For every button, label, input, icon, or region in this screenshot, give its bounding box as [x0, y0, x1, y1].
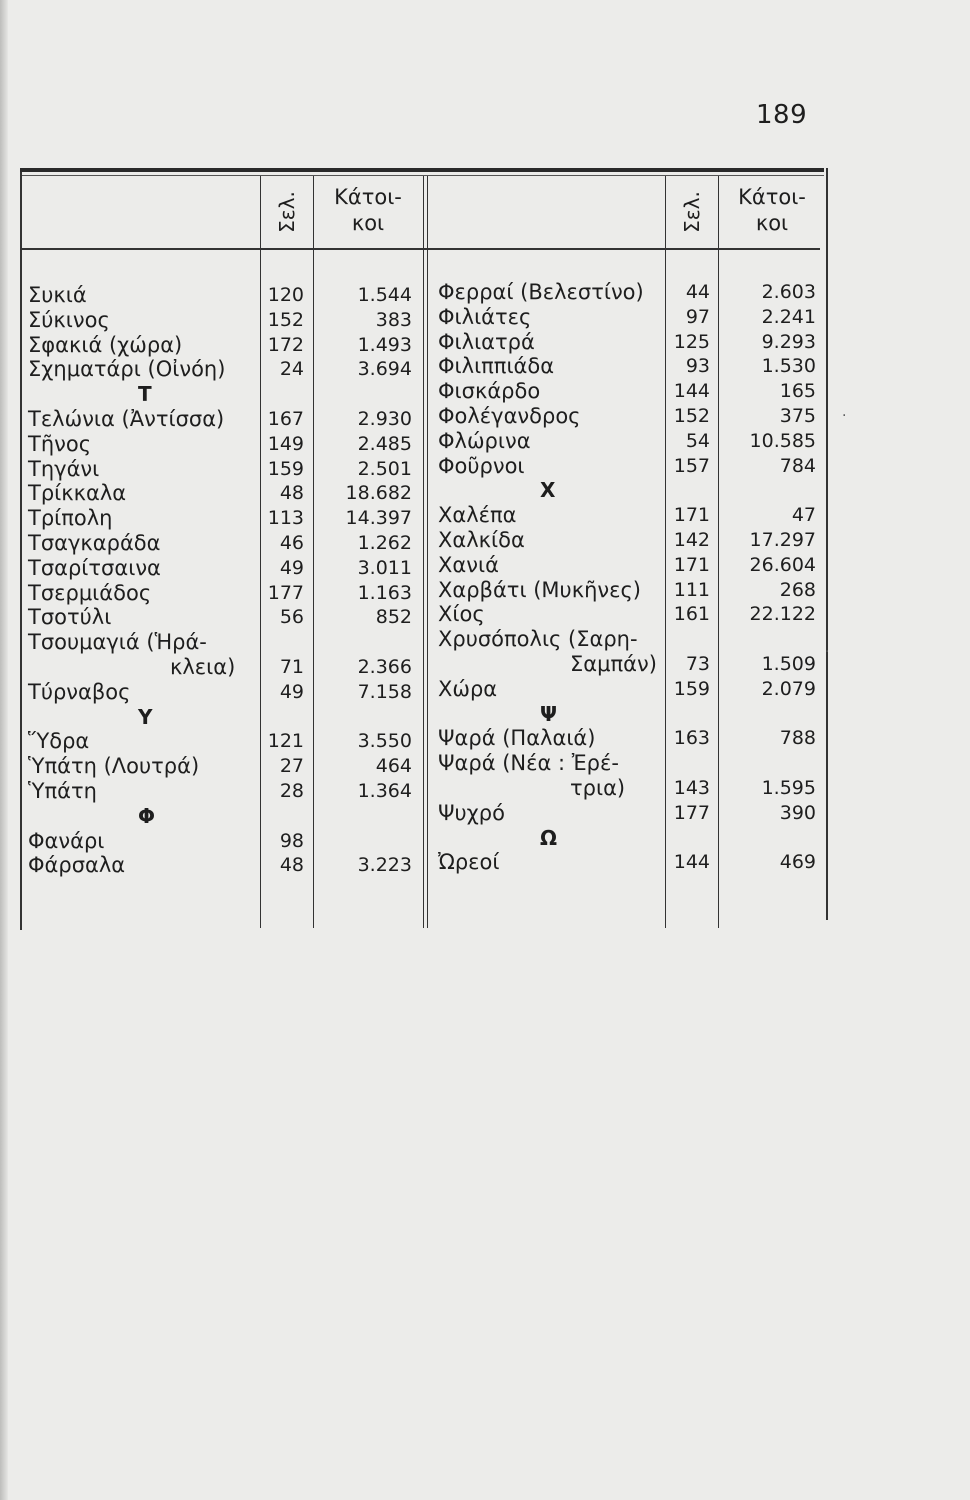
table-left-border	[20, 172, 22, 930]
right-entry-name-continuation: τρια)	[570, 776, 626, 800]
right-entry-name: Χανιά	[438, 552, 499, 577]
left-section-letter: Τ	[138, 382, 152, 407]
right-entry-page: 171	[673, 553, 710, 576]
right-entry-name: Ὠρεοί	[438, 850, 500, 875]
right-entry-page: 163	[673, 727, 710, 750]
left-entry-name: Τρίκκαλα	[28, 481, 127, 506]
right-entry-page: 125	[673, 330, 710, 353]
right-entry-name: Χαρβάτι (Μυκῆνες)	[438, 577, 641, 602]
speck-mark: ·	[825, 644, 830, 660]
right-entry-population: 268	[779, 578, 816, 601]
right-section-letter: Ω	[540, 825, 558, 850]
left-entry-name: Ὑπάτη (Λουτρά)	[28, 754, 200, 779]
left-entry-population: 3.694	[357, 358, 412, 381]
speck-mark: ·	[842, 408, 847, 424]
left-entry-page: 167	[267, 408, 304, 430]
left-entry-population: 3.223	[357, 854, 412, 877]
right-entry-population: 1.509	[761, 653, 816, 675]
right-entry-page: 159	[673, 677, 710, 700]
left-entry-page: 27	[279, 755, 304, 778]
left-entry-name: Τσαρίτσαινα	[28, 555, 161, 580]
right-page-column-header: Σελ.	[680, 191, 704, 233]
right-entry-population: 1.530	[761, 355, 816, 378]
center-divider-a	[423, 176, 424, 928]
left-entry-page: 48	[279, 854, 304, 877]
right-entry-population: 22.122	[749, 603, 816, 626]
right-entry-page: 144	[673, 851, 710, 874]
right-entry-name: Φισκάρδο	[438, 379, 541, 404]
right-entry-page: 111	[673, 578, 710, 601]
left-entry-population: 7.158	[357, 680, 412, 703]
right-entry-population: 165	[779, 380, 816, 403]
left-entry-population: 383	[375, 308, 412, 331]
left-entry-population: 1.544	[357, 284, 412, 306]
left-entry-page: 56	[279, 606, 304, 629]
right-entry-page: 161	[673, 603, 710, 626]
right-entry-name: Ψαρά (Νέα : Ἐρέ-	[438, 751, 619, 776]
left-entry-page: 120	[267, 284, 304, 306]
left-entry-name: Ὑπάτη	[28, 779, 97, 803]
right-entry-page: 152	[673, 405, 710, 427]
right-entry-population: 26.604	[749, 553, 816, 576]
left-entry-name: Τσαγκαράδα	[28, 531, 161, 555]
right-entry-population: 375	[779, 405, 816, 427]
page-edge	[0, 0, 8, 1500]
right-entry-name: Φιλιατρά	[438, 329, 535, 354]
left-entry-population: 3.550	[357, 730, 412, 753]
right-entry-population: 9.293	[761, 330, 816, 353]
left-population-column-header: Κάτοι- κοι	[334, 185, 402, 235]
right-entry-name: Φλώρινα	[438, 428, 531, 453]
left-entry-population: 2.485	[357, 432, 412, 455]
left-entry-page: 46	[279, 532, 304, 554]
right-entry-population: 1.595	[761, 777, 816, 799]
left-entry-page: 149	[267, 432, 304, 455]
left-entry-page: 121	[267, 730, 304, 753]
right-section-letter: Χ	[540, 478, 556, 503]
left-page-pop-divider	[313, 176, 314, 928]
right-entry-page: 177	[673, 801, 710, 824]
left-entry-population: 852	[375, 606, 412, 629]
left-entry-page: 28	[279, 780, 304, 802]
left-entry-population: 2.930	[357, 408, 412, 430]
left-entry-population: 3.011	[357, 556, 412, 579]
right-name-page-divider	[665, 176, 666, 928]
left-entry-page: 48	[279, 482, 304, 505]
right-page-pop-divider	[718, 176, 719, 928]
right-entry-name: Χρυσόπολις (Σαρη-	[438, 627, 638, 652]
right-entry-page: 97	[685, 305, 710, 328]
left-entry-page: 71	[279, 656, 304, 678]
left-entry-population: 2.501	[357, 457, 412, 480]
right-entry-name: Φοῦρνοι	[438, 453, 525, 478]
left-entry-page: 113	[267, 507, 304, 530]
right-entry-name: Ψαρά (Παλαιά)	[438, 726, 596, 751]
left-entry-name: Φανάρι	[28, 828, 105, 853]
right-entry-page: 144	[673, 380, 710, 403]
right-entry-page: 44	[685, 281, 710, 303]
left-entry-page: 172	[267, 333, 304, 356]
right-entry-name: Φολέγανδρος	[438, 404, 581, 428]
left-entry-page: 152	[267, 308, 304, 331]
right-entry-page: 54	[685, 429, 710, 452]
left-entry-name: Τρίπολη	[28, 506, 113, 531]
left-entry-population: 1.262	[357, 532, 412, 554]
left-entry-name-continuation: κλεια)	[170, 655, 236, 679]
left-entry-page: 24	[279, 358, 304, 381]
right-entry-name: Χαλκίδα	[438, 528, 525, 552]
left-entry-page: 49	[279, 680, 304, 703]
table-top-rule-thin	[20, 175, 824, 176]
left-section-letter: Υ	[138, 704, 153, 729]
left-entry-name: Ὕδρα	[28, 729, 90, 754]
table-top-rule	[20, 168, 824, 172]
right-entry-name: Φιλιππιάδα	[438, 354, 555, 379]
left-entry-name: Σύκινος	[28, 307, 110, 332]
left-entry-population: 14.397	[345, 507, 412, 530]
left-entry-population: 18.682	[345, 482, 412, 505]
center-divider-b	[427, 176, 428, 928]
left-entry-name: Φάρσαλα	[28, 853, 126, 878]
left-entry-name: Τῆνος	[28, 431, 92, 456]
right-entry-page: 157	[673, 454, 710, 477]
right-entry-population: 10.585	[749, 429, 816, 452]
right-entry-population: 390	[779, 801, 816, 824]
left-section-letter: Φ	[138, 803, 156, 828]
right-entry-page: 171	[673, 504, 710, 527]
left-entry-name: Σχηματάρι (Οἰνόη)	[28, 357, 226, 382]
left-entry-page: 177	[267, 581, 304, 604]
left-entry-name: Τσοτύλι	[28, 605, 112, 630]
right-population-column-header: Κάτοι- κοι	[738, 185, 806, 235]
left-entry-name: Τσουμαγιά (Ἡρά-	[28, 630, 207, 655]
right-entry-page: 142	[673, 529, 710, 551]
right-entry-population: 788	[779, 727, 816, 750]
index-table	[20, 168, 832, 930]
right-entry-page: 93	[685, 355, 710, 378]
left-entry-population: 1.163	[357, 581, 412, 604]
left-entry-name: Σφακιά (χώρα)	[28, 332, 183, 357]
left-entry-population: 1.493	[357, 333, 412, 356]
right-entry-page: 73	[685, 653, 710, 675]
left-entry-name: Τύρναβος	[28, 679, 131, 704]
left-entry-name: Τσερμιάδος	[28, 580, 152, 605]
right-entry-population: 2.079	[761, 677, 816, 700]
left-entry-name: Τηγάνι	[28, 456, 100, 481]
table-right-border	[826, 168, 828, 920]
page-number: 189	[756, 100, 808, 130]
right-entry-population: 2.241	[761, 305, 816, 328]
right-entry-population: 2.603	[761, 281, 816, 303]
left-entry-page: 49	[279, 556, 304, 579]
right-entry-name: Χώρα	[438, 676, 498, 701]
left-entry-population: 464	[375, 755, 412, 778]
right-entry-name: Χαλέπα	[438, 503, 517, 528]
right-section-letter: Ψ	[540, 701, 557, 726]
left-entry-page: 98	[279, 829, 304, 852]
right-entry-name: Φερραί (Βελεστίνο)	[438, 280, 644, 304]
table-header-rule	[20, 248, 820, 250]
left-page-column-header: Σελ.	[275, 191, 299, 233]
left-entry-name: Συκιά	[28, 283, 87, 307]
left-entry-name: Τελώνια (Ἀντίσσα)	[28, 407, 225, 431]
right-entry-population: 47	[791, 504, 816, 527]
right-entry-name: Ψυχρό	[438, 800, 505, 825]
right-entry-name-continuation: Σαμπάν)	[570, 652, 657, 676]
right-entry-name: Χίος	[438, 602, 485, 627]
right-entry-population: 17.297	[749, 529, 816, 551]
right-entry-page: 143	[673, 777, 710, 799]
left-entry-population: 2.366	[357, 656, 412, 678]
right-entry-population: 469	[779, 851, 816, 874]
left-entry-page: 159	[267, 457, 304, 480]
left-name-page-divider	[260, 176, 261, 928]
right-entry-name: Φιλιάτες	[438, 304, 532, 329]
right-entry-population: 784	[779, 454, 816, 477]
left-entry-population: 1.364	[357, 780, 412, 802]
